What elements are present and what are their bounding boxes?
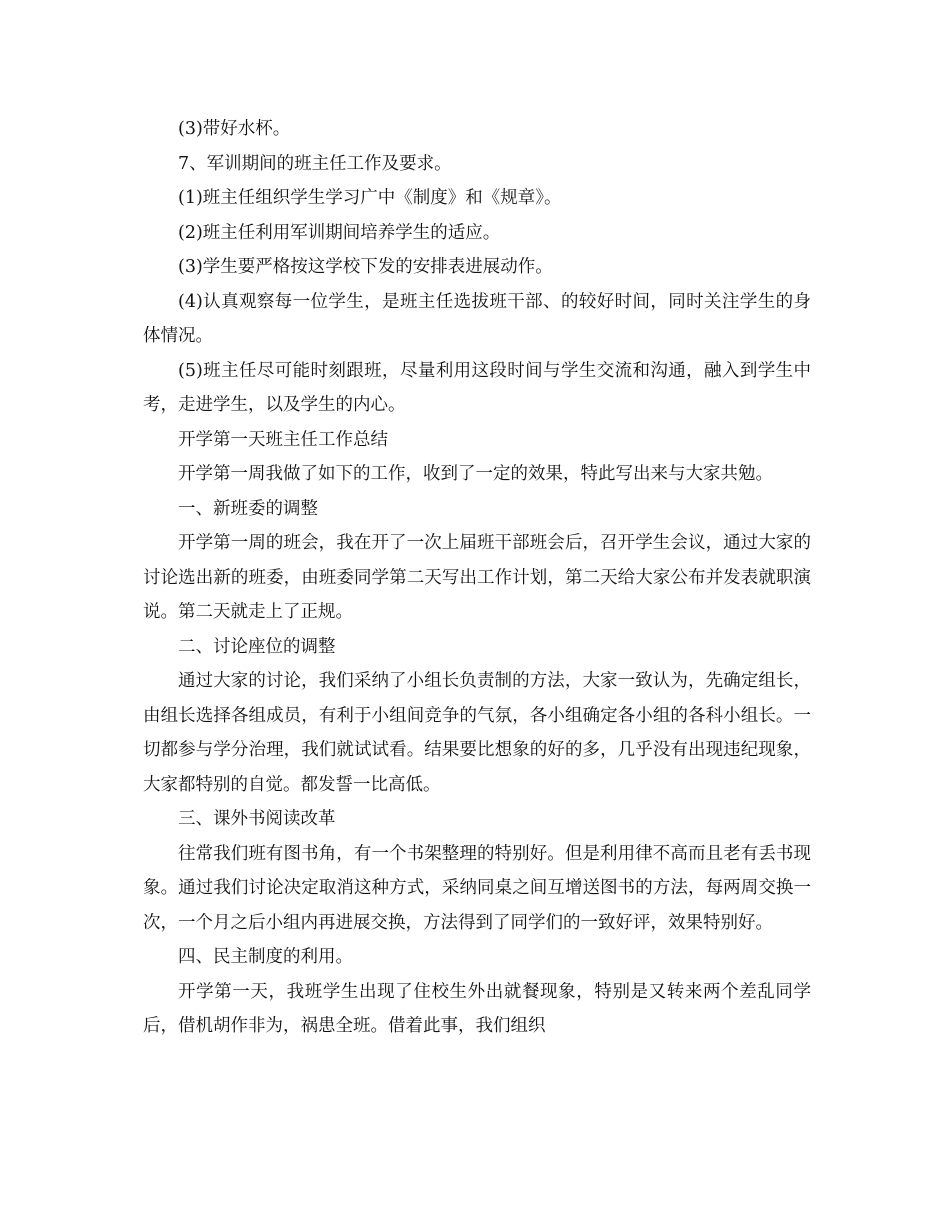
paragraph-item-1-rules: (1)班主任组织学生学习广中《制度》和《规章》。 — [178, 188, 562, 208]
paragraph-seating: 通过大家的讨论，我们采纳了小组长负责制的方法，大家一致认为，先确定组长，由组长选择各组成员，有利于小组间竞争的气氛，各小组确定各小组的各科小组长。一切都参与学分治理，我们就试试看。结果要比想象的好的多，几乎没有出现违纪现象，大家都特别的自觉。都发誓一比高低。 — [143, 671, 811, 795]
paragraph-reading-reform: 往常我们班有图书角，有一个书架整理的特别好。但是利用律不高而且老有丢书现象。通过我们讨论决定取消这种方式，采纳同桌之间互增送图书的方法，每两周交换一次，一个月之后小组内再进展交换，方法得到了同学们的一致好评，效果特别好。 — [143, 843, 811, 933]
paragraph-item-4-observe: (4)认真观察每一位学生，是班主任选拔班干部、的较好时间，同时关注学生的身体情况。 — [143, 291, 811, 346]
paragraph-item-2-adaptation: (2)班主任利用军训期间培养学生的适应。 — [178, 222, 501, 243]
paragraph-item-3-water-cup: (3)带好水杯。 — [178, 119, 291, 139]
paragraph-democracy: 开学第一天，我班学生出现了住校生外出就餐现象，特别是又转来两个差乱同学后，借机胡作非为，祸患全班。借着此事，我们组织 — [143, 981, 811, 1036]
paragraph-item-5-accompany: (5)班主任尽可能时刻跟班，尽量利用这段时间与学生交流和沟通，融入到学生中考，走进学生，以及学生的内心。 — [143, 360, 811, 415]
section-heading-reading-reform: 三、课外书阅读改革 — [178, 809, 336, 829]
section-heading-democracy: 四、民主制度的利用。 — [178, 947, 353, 967]
paragraph-new-committee: 开学第一周的班会，我在开了一次上届班干部班会后，召开学生会议，通过大家的讨论选出新的班委，由班委同学第二天写出工作计划，第二天给大家公布并发表就职演说。第二天就走上了正规。 — [143, 533, 811, 622]
section-heading-new-committee: 一、新班委的调整 — [178, 498, 318, 519]
section-heading-military-training: 7、军训期间的班主任工作及要求。 — [178, 153, 452, 174]
document-subtitle: 开学第一天班主任工作总结 — [178, 429, 388, 450]
paragraph-intro: 开学第一周我做了如下的工作，收到了一定的效果，特此写出来与大家共勉。 — [178, 464, 773, 484]
paragraph-item-3-schedule: (3)学生要严格按这学校下发的安排表进展动作。 — [178, 257, 553, 277]
section-heading-seating: 二、讨论座位的调整 — [178, 636, 336, 657]
document-body — [143, 112, 811, 1044]
